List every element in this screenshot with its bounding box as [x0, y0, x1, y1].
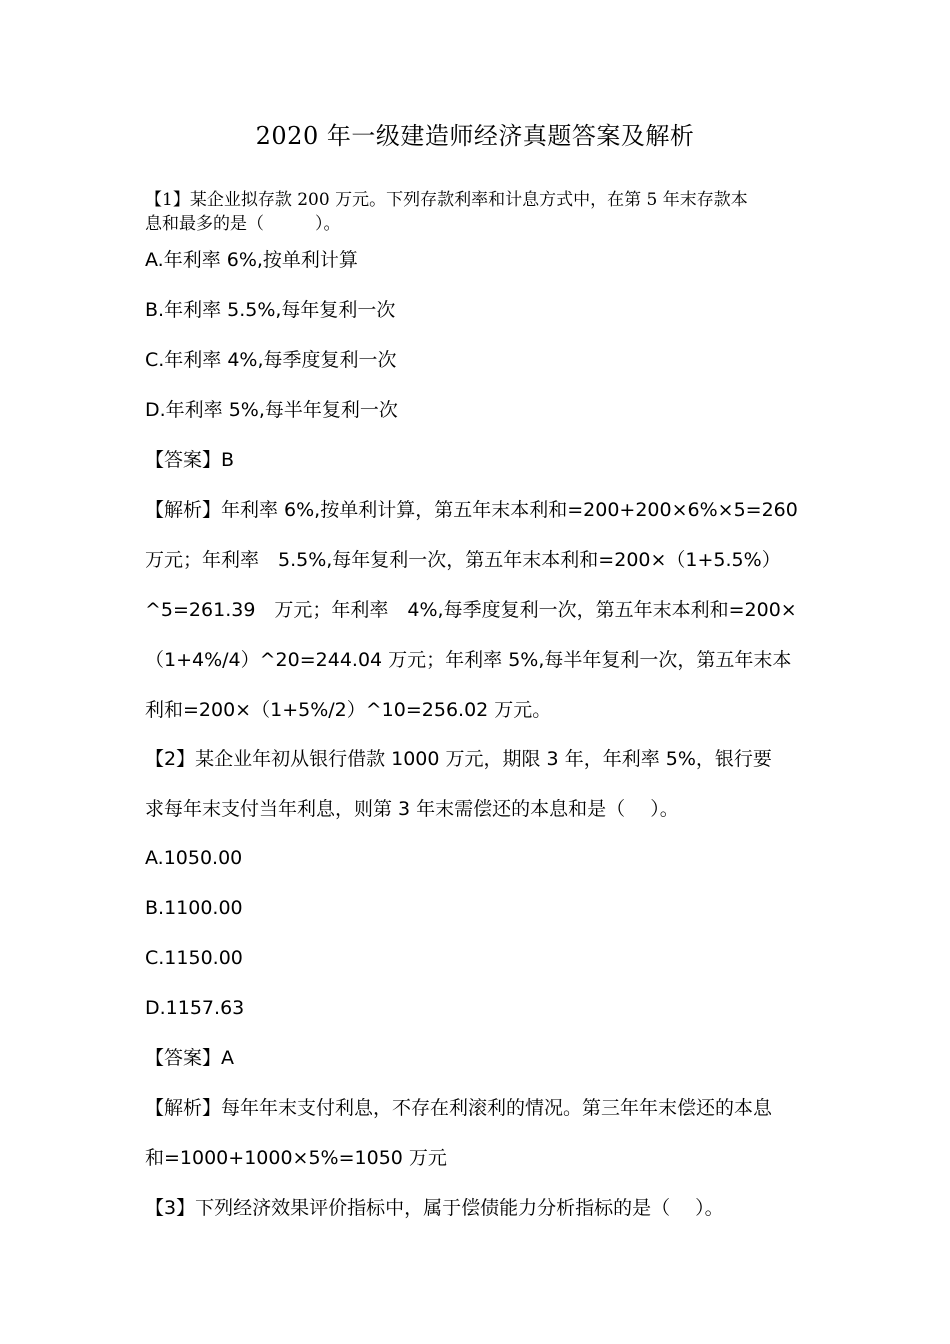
question-1-option-c: C.年利率 4%,每季度复利一次: [145, 349, 397, 371]
document-title: 2020 年一级建造师经济真题答案及解析: [255, 122, 695, 150]
question-1-analysis-line-1: 【解析】年利率 6%,按单利计算，第五年末本利和=200+200×6%×5=260: [145, 499, 798, 521]
question-1-analysis-line-2: 万元；年利率 5.5%,每年复利一次，第五年末本利和=200×（1+5.5%）: [145, 549, 781, 571]
question-1-analysis-line-3: ^5=261.39 万元；年利率 4%,每季度复利一次，第五年末本利和=200×: [145, 599, 797, 621]
question-2-answer: 【答案】A: [145, 1047, 234, 1069]
question-1-analysis-line-4: （1+4%/4）^20=244.04 万元；年利率 5%,每半年复利一次，第五年末本: [145, 649, 792, 671]
question-1-option-b: B.年利率 5.5%,每年复利一次: [145, 299, 396, 321]
question-1-option-a: A.年利率 6%,按单利计算: [145, 249, 358, 271]
question-2-stem-line-1: 【2】某企业年初从银行借款 1000 万元，期限 3 年，年利率 5%，银行要: [145, 748, 772, 770]
question-2-analysis-line-2: 和=1000+1000×5%=1050 万元: [145, 1147, 447, 1169]
question-1-stem: [145, 188, 815, 236]
question-2-analysis-line-1: 【解析】每年年末支付利息，不存在利滚利的情况。第三年年末偿还的本息: [145, 1097, 773, 1119]
question-3-stem-line-1: 【3】下列经济效果评价指标中，属于偿债能力分析指标的是（ ）。: [145, 1197, 724, 1219]
question-2-option-a: A.1050.00: [145, 847, 243, 869]
question-1-stem-line-2: 息和最多的是（ ）。: [145, 214, 341, 234]
question-2-option-c: C.1150.00: [145, 947, 243, 969]
question-1-option-d: D.年利率 5%,每半年复利一次: [145, 399, 398, 421]
question-2-option-b: B.1100.00: [145, 897, 243, 919]
question-1-stem-line-1: 【1】某企业拟存款 200 万元。下列存款利率和计息方式中，在第 5 年末存款本: [145, 190, 748, 210]
question-2-stem-line-2: 求每年末支付当年利息，则第 3 年末需偿还的本息和是（ ）。: [145, 798, 679, 820]
question-1-analysis-line-5: 利和=200×（1+5%/2）^10=256.02 万元。: [145, 699, 552, 721]
question-1-answer: 【答案】B: [145, 449, 235, 471]
question-2-option-d: D.1157.63: [145, 997, 245, 1019]
